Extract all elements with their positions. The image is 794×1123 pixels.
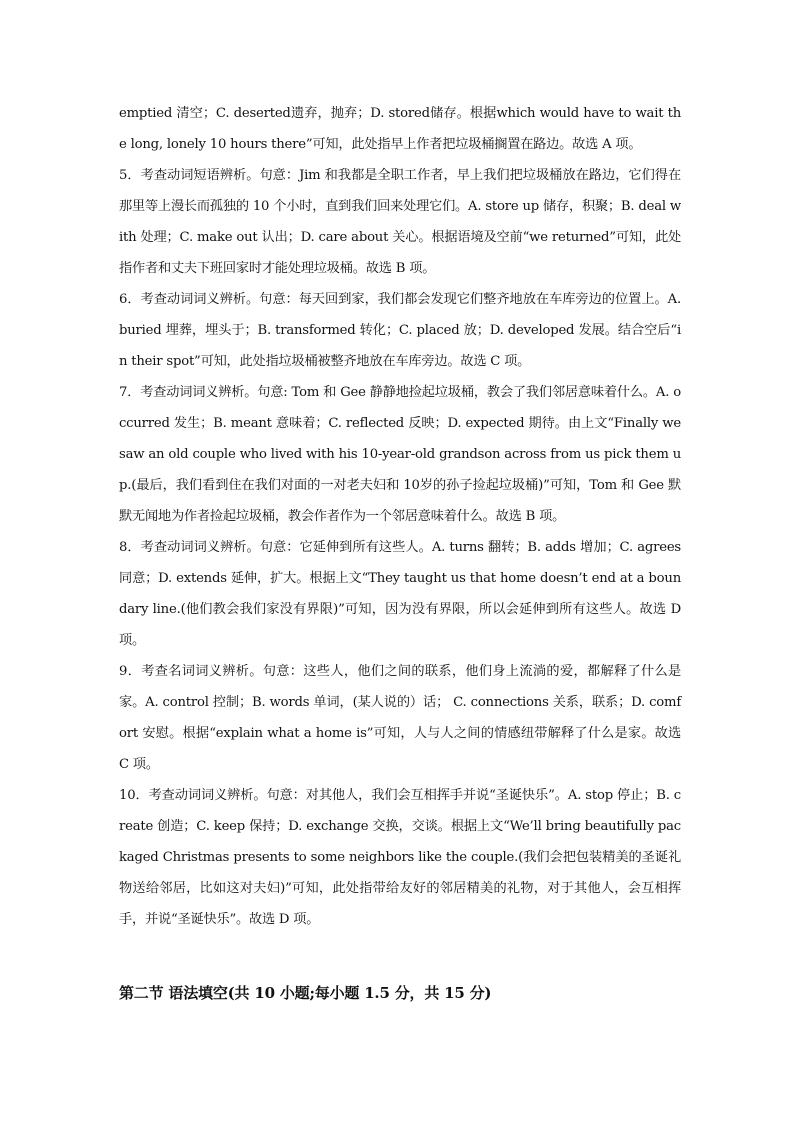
explanation-paragraph-10: 10．考查动词词义辨析。句意：对其他人，我们会互相挥手并说“圣诞快乐”。A. stop 停止；B. create 创造；C. keep 保持；D. exchange 交换，交谈。根据上文“We’ll bring beautifully packaged Christmas presents to some neighbors like the couple.(我们会把包装精美的圣诞礼物送给邻居，比如这对夫妇)”可知，此处指带给友好的邻居精美的礼物，对于其他人，会互相挥手，并说“圣诞快乐”。故选 D 项。: [119, 788, 681, 927]
explanation-paragraph-8: 8．考查动词词义辨析。句意：它延伸到所有这些人。A. turns 翻转；B. adds 增加；C. agrees 同意；D. extends 延伸，扩大。根据上文“They taught us that home doesn’t end at a boundary line.(他们教会我们家没有界限)”可知，因为没有界限，所以会延伸到所有这些人。故选 D 项。: [119, 540, 681, 648]
explanation-paragraph-5: 5．考查动词短语辨析。句意：Jim 和我都是全职工作者，早上我们把垃圾桶放在路边，它们得在那里等上漫长而孤独的 10 个小时，直到我们回来处理它们。A. store up 储存，积聚；B. deal with 处理；C. make out 认出；D. care about 关心。根据语境及空前“we returned”可知，此处指作者和丈夫下班回家时才能处理垃圾桶。故选 B 项。: [119, 168, 681, 276]
explanation-paragraph-9: 9．考查名词词义辨析。句意：这些人，他们之间的联系，他们身上流淌的爱，都解释了什么是家。A. control 控制；B. words 单词，(某人说的）话； C. connections 关系，联系；D. comfort 安慰。根据“explain what a home is”可知，人与人之间的情感纽带解释了什么是家。故选 C 项。: [119, 664, 681, 772]
answer-explanations: [119, 98, 681, 935]
explanation-paragraph-4-continued: emptied 清空；C. deserted遗弃，抛弃；D. stored储存。根据which would have to wait the long, lonely 10 hours there”可知，此处指早上作者把垃圾桶搁置在路边。故选 A 项。: [119, 106, 681, 152]
explanation-paragraph-6: 6．考查动词词义辨析。句意：每天回到家，我们都会发现它们整齐地放在车库旁边的位置上。A. buried 埋葬，埋头于；B. transformed 转化；C. placed 放；D. developed 发展。结合空后“in their spot”可知，此处指垃圾桶被整齐地放在车库旁边。故选 C 项。: [119, 292, 681, 369]
section-title: 第二节 语法填空(共 10 小题;每小题 1.5 分，共 15 分): [119, 984, 492, 1002]
explanation-paragraph-7: 7．考查动词词义辨析。句意: Tom 和 Gee 静静地捡起垃圾桶，教会了我们邻居意味着什么。A. occurred 发生；B. meant 意味着；C. reflected 反映；D. expected 期待。由上文“Finally we saw an old couple who lived with his 10-year-old grandson across from us pick them up.(最后，我们看到住在我们对面的一对老夫妇和 10岁的孙子捡起垃圾桶)”可知，Tom 和 Gee 默默无闻地为作者捡起垃圾桶，教会作者作为一个邻居意味着什么。故选 B 项。: [119, 385, 681, 524]
